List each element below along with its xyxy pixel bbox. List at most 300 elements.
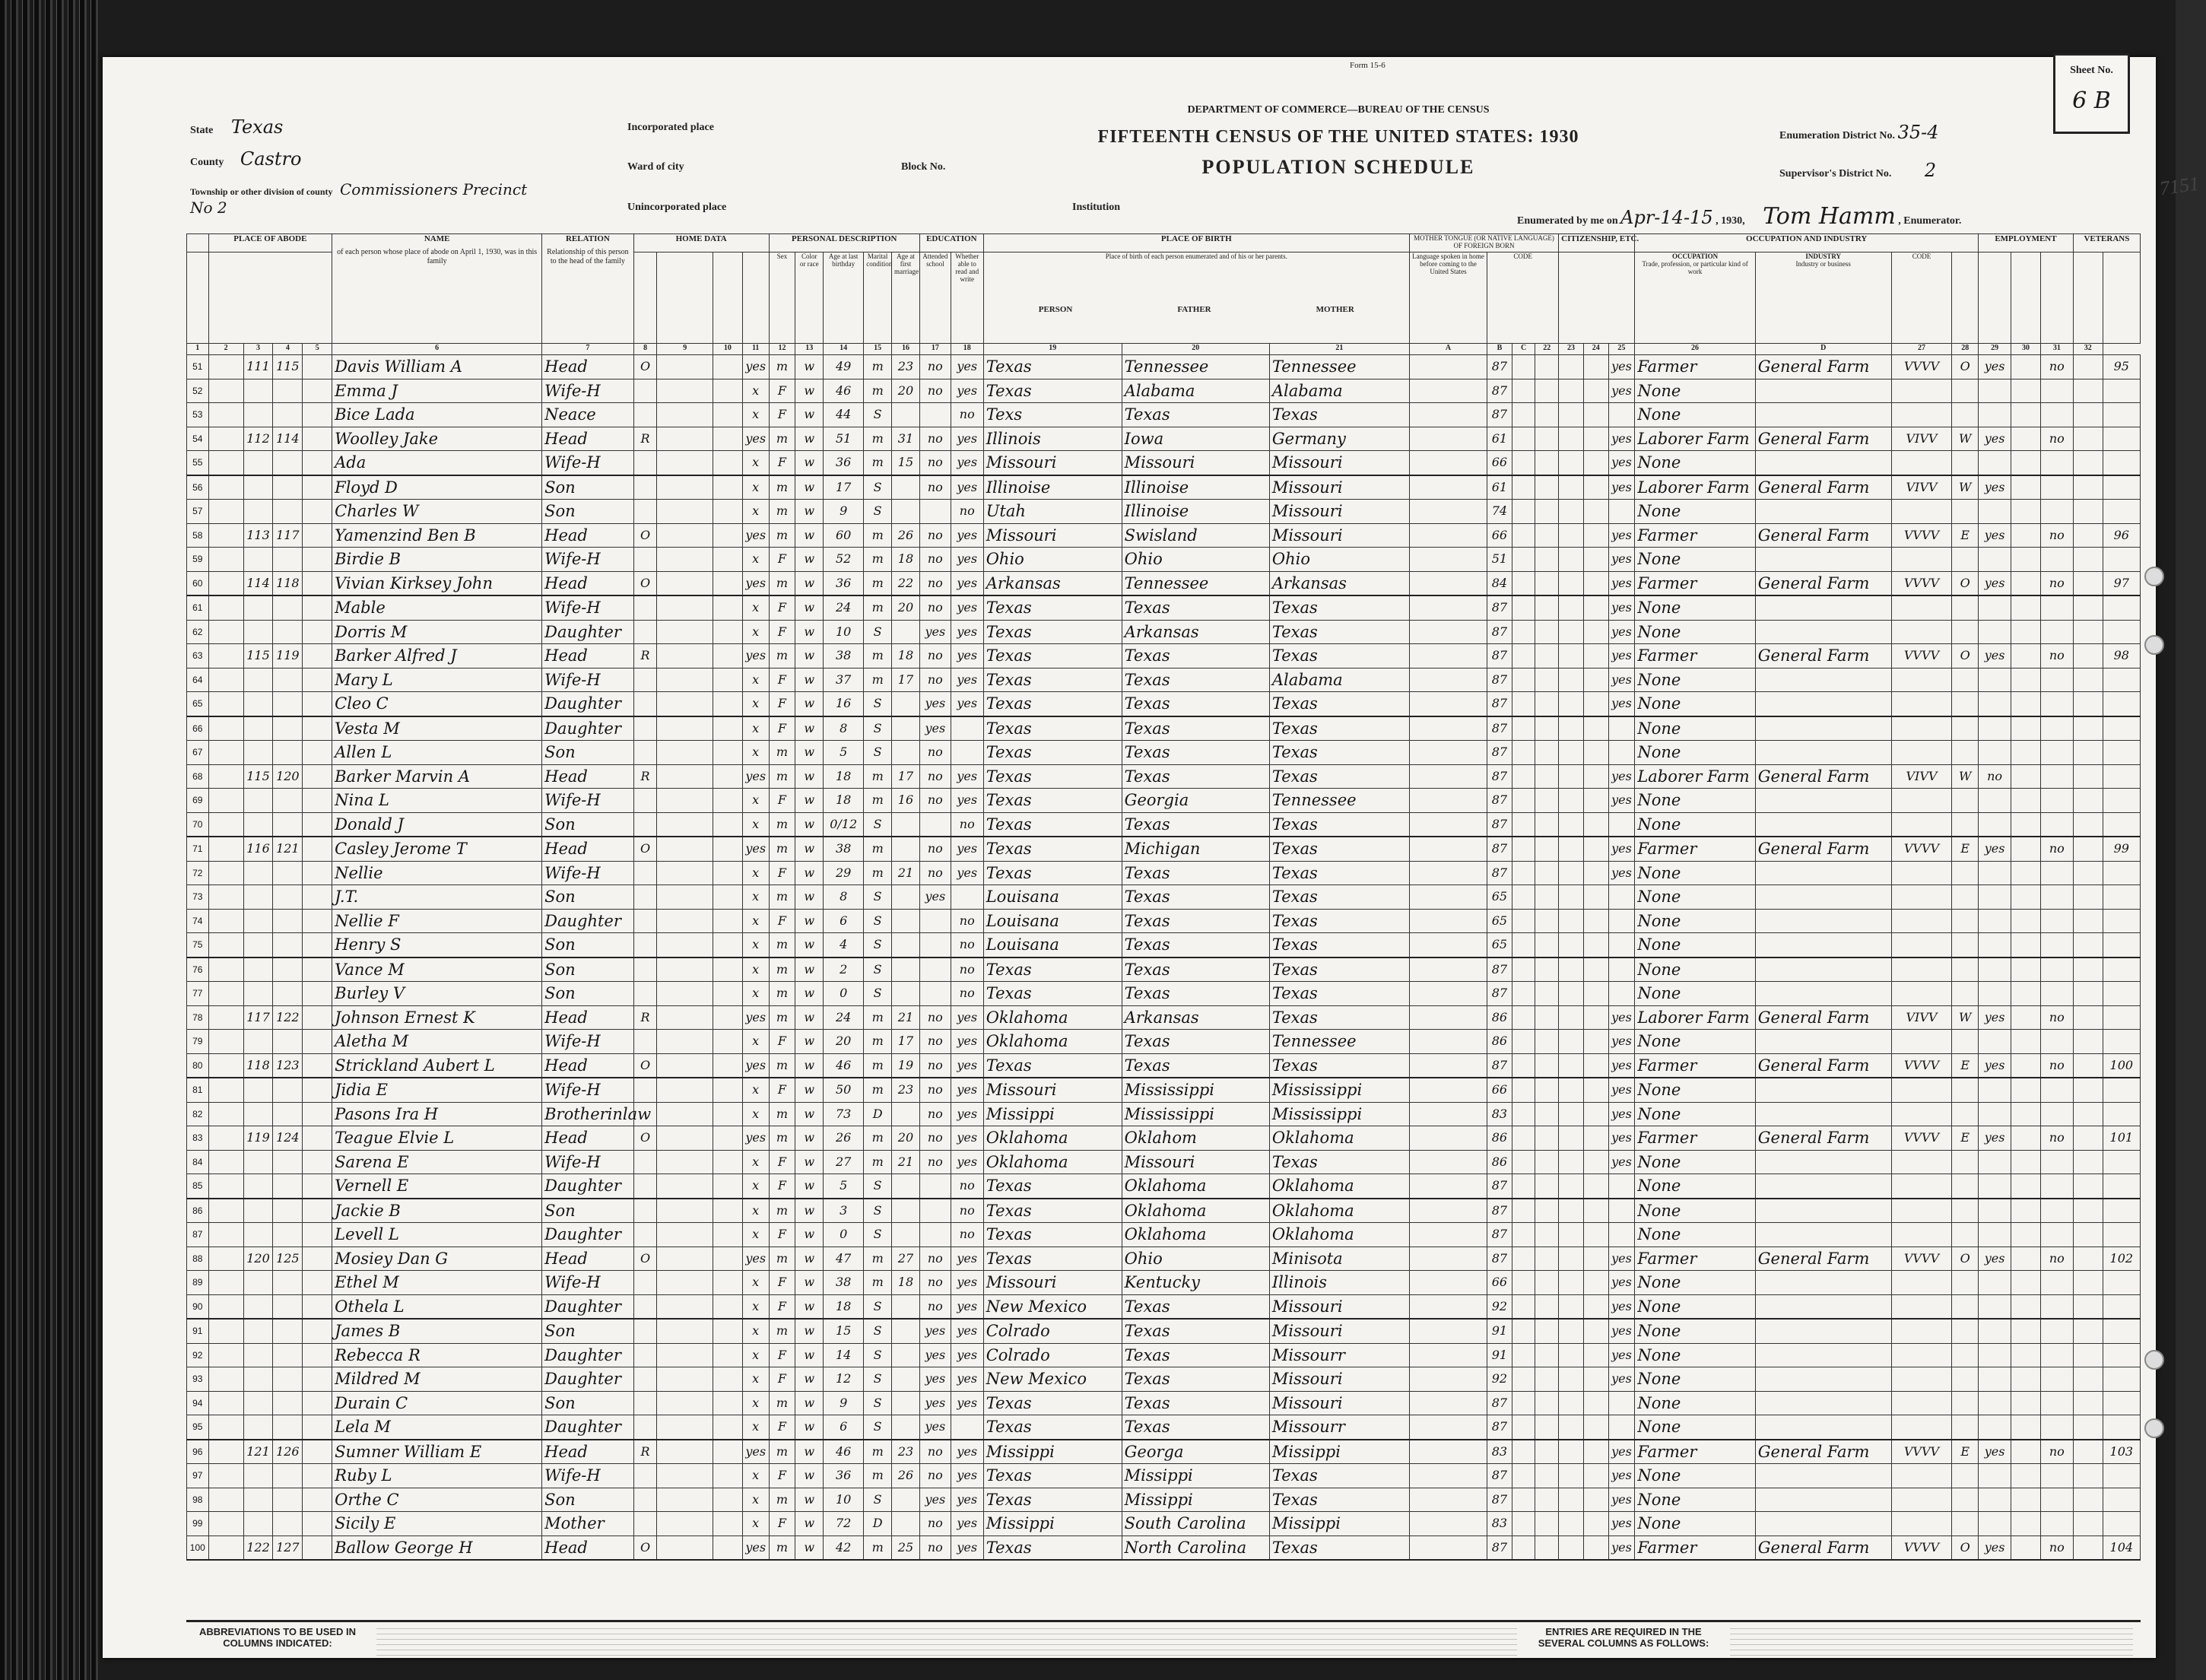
cell-sch: no	[919, 764, 951, 789]
cell-eng: yes	[1608, 1512, 1635, 1536]
margin-note: 7151	[2158, 172, 2201, 200]
cell-dw: 122	[243, 1536, 273, 1560]
cell-ind: General Farm	[1755, 764, 1891, 789]
cell-sch	[919, 812, 951, 837]
birth-description: Place of birth of each person enumerated and of his or her parents.	[1105, 252, 1287, 260]
cell-mbp: Missouri	[1269, 500, 1409, 524]
cell-vet	[2040, 1415, 2073, 1440]
cell-rw: yes	[951, 1440, 983, 1464]
cell-fbp: Texas	[1122, 812, 1269, 837]
cell-name: Henry S	[332, 933, 542, 958]
cell-agem: 25	[892, 1536, 920, 1560]
cell-eng: yes	[1608, 1294, 1635, 1319]
cell-age: 6	[824, 909, 864, 933]
cell-mar: m	[864, 1030, 892, 1054]
cell-ocode	[1891, 403, 1952, 427]
cell-occ: None	[1635, 933, 1755, 958]
cell-mar: S	[864, 1488, 892, 1512]
cell-dw	[243, 1102, 273, 1126]
cell-code: 61	[1487, 427, 1512, 451]
cell-empty	[1535, 523, 1559, 548]
census-row	[187, 812, 2141, 837]
cell-rel: Wife-H	[542, 451, 634, 475]
cell-mbp: Illinois	[1269, 1271, 1409, 1295]
cell-sex: m	[769, 1440, 795, 1464]
cell-empty	[2011, 1294, 2041, 1319]
cell-empty	[1535, 885, 1559, 910]
cell-ocode	[1891, 451, 1952, 475]
cell-code: 86	[1487, 1126, 1512, 1151]
cell-sch: yes	[919, 1367, 951, 1392]
cell-emp: yes	[1979, 427, 2011, 451]
cell-sched	[2103, 1294, 2140, 1319]
cell-fbp: Illinoise	[1122, 475, 1269, 500]
cell-race: w	[795, 427, 824, 451]
cell-empty	[1583, 1343, 1608, 1367]
cell-mbp: Mississippi	[1269, 1078, 1409, 1102]
cell-empty	[657, 595, 713, 620]
cell-cls: W	[1952, 1005, 1979, 1030]
column-number: 2	[208, 344, 243, 355]
cell-sch	[919, 909, 951, 933]
cell-empty	[657, 982, 713, 1006]
cell-tenure	[633, 451, 657, 475]
census-row	[187, 1343, 2141, 1367]
cell-bp: Louisana	[983, 885, 1122, 910]
cell-code: 87	[1487, 1247, 1512, 1271]
cell-empty	[1583, 1126, 1608, 1151]
cell-empty	[2073, 595, 2103, 620]
cell-empty	[2011, 1126, 2041, 1151]
cell-agem: 19	[892, 1053, 920, 1078]
cell-empty	[1512, 1488, 1535, 1512]
cell-bp: Utah	[983, 500, 1122, 524]
cell-eng	[1608, 812, 1635, 837]
cell-ind	[1755, 958, 1891, 982]
cell-fam	[273, 1343, 303, 1367]
cell-empty	[208, 1464, 243, 1488]
cell-code: 65	[1487, 885, 1512, 910]
cell-ind: General Farm	[1755, 1005, 1891, 1030]
cell-radio	[713, 379, 742, 403]
cell-empty	[2073, 982, 2103, 1006]
cell-emp	[1979, 1294, 2011, 1319]
cell-occ: None	[1635, 812, 1755, 837]
cell-empty	[208, 1174, 243, 1199]
cell-rel: Head	[542, 1440, 634, 1464]
cell-empty	[2011, 1174, 2041, 1199]
cell-radio	[713, 475, 742, 500]
cell-code: 87	[1487, 1174, 1512, 1199]
cell-radio	[713, 837, 742, 861]
cell-ln: 71	[187, 837, 209, 861]
cell-empty	[657, 692, 713, 716]
cell-empty	[1559, 837, 1584, 861]
cell-ln: 76	[187, 958, 209, 982]
cell-rel: Son	[542, 500, 634, 524]
cell-dw: 117	[243, 1005, 273, 1030]
cell-emp: yes	[1979, 1247, 2011, 1271]
cell-sch: no	[919, 1005, 951, 1030]
cell-rel: Daughter	[542, 1415, 634, 1440]
cell-farm: x	[742, 1367, 769, 1392]
cell-cls	[1952, 741, 1979, 765]
cell-fbp: Ohio	[1122, 1247, 1269, 1271]
cell-race: w	[795, 595, 824, 620]
cell-empty	[657, 1078, 713, 1102]
cell-cls	[1952, 692, 1979, 716]
cell-fam	[273, 885, 303, 910]
cell-empty	[2011, 1391, 2041, 1415]
cell-dw	[243, 789, 273, 813]
cell-name: Vivian Kirksey John	[332, 571, 542, 595]
cell-name: Vesta M	[332, 716, 542, 741]
cell-radio	[713, 403, 742, 427]
cell-empty	[1409, 982, 1487, 1006]
cell-name: Davis William A	[332, 355, 542, 380]
cell-radio	[713, 1391, 742, 1415]
cell-empty	[1409, 620, 1487, 644]
cell-emp	[1979, 933, 2011, 958]
cell-race: w	[795, 1150, 824, 1174]
cell-dw: 121	[243, 1440, 273, 1464]
cell-dw: 118	[243, 1053, 273, 1078]
cell-dw	[243, 1319, 273, 1343]
cell-empty	[208, 475, 243, 500]
cell-radio	[713, 427, 742, 451]
cell-dw	[243, 1150, 273, 1174]
cell-cls	[1952, 668, 1979, 692]
cell-race: w	[795, 644, 824, 669]
cell-empty	[1583, 475, 1608, 500]
cell-cls	[1952, 789, 1979, 813]
cell-empty	[2011, 1367, 2041, 1392]
cell-rw: no	[951, 812, 983, 837]
cell-empty	[2073, 500, 2103, 524]
cell-tenure	[633, 1078, 657, 1102]
cell-race: w	[795, 933, 824, 958]
cell-dw	[243, 1488, 273, 1512]
cell-empty	[1535, 668, 1559, 692]
cell-tenure: R	[633, 427, 657, 451]
township-label: Township or other division of county	[190, 186, 333, 197]
cell-bp: Texas	[983, 1391, 1122, 1415]
cell-fbp: Texas	[1122, 1367, 1269, 1392]
cell-ind	[1755, 1512, 1891, 1536]
cell-rw: yes	[951, 644, 983, 669]
cell-cls	[1952, 1271, 1979, 1295]
cell-ln: 92	[187, 1343, 209, 1367]
cell-code: 87	[1487, 644, 1512, 669]
cell-emp	[1979, 1319, 2011, 1343]
cell-mar: m	[864, 1440, 892, 1464]
census-row	[187, 355, 2141, 380]
cell-name: Casley Jerome T	[332, 837, 542, 861]
cell-radio	[713, 1005, 742, 1030]
cell-age: 50	[824, 1078, 864, 1102]
cell-sch: yes	[919, 1391, 951, 1415]
cell-empty	[1559, 692, 1584, 716]
cell-empty	[2011, 403, 2041, 427]
cell-fbp: Texas	[1122, 909, 1269, 933]
cell-rel: Head	[542, 837, 634, 861]
cell-fam: 121	[273, 837, 303, 861]
cell-sex: F	[769, 620, 795, 644]
cell-code: 66	[1487, 1078, 1512, 1102]
cell-empty	[208, 1126, 243, 1151]
cell-ocode	[1891, 620, 1952, 644]
cell-mar: S	[864, 909, 892, 933]
cell-empty	[1559, 982, 1584, 1006]
cell-farm: x	[742, 595, 769, 620]
cell-empty	[1512, 668, 1535, 692]
cell-mbp: Missouri	[1269, 475, 1409, 500]
cell-fam	[273, 668, 303, 692]
cell-cls	[1952, 1030, 1979, 1054]
cell-sch: yes	[919, 692, 951, 716]
cell-occ: Farmer	[1635, 1440, 1755, 1464]
cell-empty	[1583, 1078, 1608, 1102]
cell-empty	[208, 909, 243, 933]
cell-occ: Farmer	[1635, 644, 1755, 669]
cell-name: Mable	[332, 595, 542, 620]
cell-cls	[1952, 812, 1979, 837]
cell-ind	[1755, 1030, 1891, 1054]
cell-fam	[273, 379, 303, 403]
cell-empty	[208, 716, 243, 741]
cell-eng: yes	[1608, 1271, 1635, 1295]
cell-agem: 17	[892, 764, 920, 789]
cell-sch: no	[919, 1271, 951, 1295]
cell-empty	[1583, 933, 1608, 958]
cell-empty	[657, 1102, 713, 1126]
cell-emp: yes	[1979, 1536, 2011, 1560]
cell-cls: E	[1952, 837, 1979, 861]
cell-mar: S	[864, 1367, 892, 1392]
cell-farm: yes	[742, 571, 769, 595]
cell-age: 46	[824, 379, 864, 403]
cell-empty	[208, 933, 243, 958]
cell-cls	[1952, 379, 1979, 403]
cell-race: w	[795, 355, 824, 380]
cell-empty	[1583, 523, 1608, 548]
cell-empty	[303, 1391, 332, 1415]
cell-age: 10	[824, 1488, 864, 1512]
cell-rel: Son	[542, 1319, 634, 1343]
cell-empty	[657, 523, 713, 548]
cell-empty	[208, 379, 243, 403]
cell-agem	[892, 982, 920, 1006]
cell-empty	[208, 812, 243, 837]
institution: Institution	[1072, 202, 1121, 213]
cell-empty	[303, 885, 332, 910]
cell-empty	[657, 1247, 713, 1271]
cell-sex: F	[769, 789, 795, 813]
sheet-number-box	[2053, 53, 2130, 134]
cell-bp: Texas	[983, 764, 1122, 789]
cell-sched: 103	[2103, 1440, 2140, 1464]
cell-cls	[1952, 620, 1979, 644]
cell-rw: no	[951, 1174, 983, 1199]
cell-fam	[273, 403, 303, 427]
cell-mbp: Oklahoma	[1269, 1223, 1409, 1247]
cell-dw	[243, 1367, 273, 1392]
cell-rw	[951, 716, 983, 741]
cell-cls: E	[1952, 523, 1979, 548]
cell-rw: yes	[951, 668, 983, 692]
cell-vet	[2040, 451, 2073, 475]
cell-sch: yes	[919, 1319, 951, 1343]
cell-empty	[303, 1319, 332, 1343]
cell-empty	[1512, 1078, 1535, 1102]
cell-empty	[1535, 789, 1559, 813]
cell-occ: None	[1635, 1415, 1755, 1440]
census-row	[187, 595, 2141, 620]
cell-empty	[1409, 741, 1487, 765]
cell-empty	[1583, 595, 1608, 620]
cell-fbp: Mississippi	[1122, 1102, 1269, 1126]
cell-bp: Texas	[983, 958, 1122, 982]
column-number: 21	[1269, 344, 1409, 355]
cell-vet	[2040, 1512, 2073, 1536]
cell-ind	[1755, 1102, 1891, 1126]
cell-ind	[1755, 1415, 1891, 1440]
cell-empty	[1559, 789, 1584, 813]
enumeration-value: 35-4	[1897, 122, 1939, 143]
cell-radio	[713, 548, 742, 572]
cell-farm: x	[742, 1199, 769, 1223]
cell-fbp: Kentucky	[1122, 1271, 1269, 1295]
census-row	[187, 403, 2141, 427]
cell-empty	[2011, 885, 2041, 910]
cell-empty	[1535, 475, 1559, 500]
cell-ln: 64	[187, 668, 209, 692]
cell-code: 66	[1487, 1271, 1512, 1295]
cell-empty	[657, 1053, 713, 1078]
cell-empty	[1535, 1319, 1559, 1343]
cell-radio	[713, 1030, 742, 1054]
cell-empty	[1409, 475, 1487, 500]
cell-empty	[657, 1536, 713, 1560]
cell-empty	[303, 716, 332, 741]
cell-race: w	[795, 1271, 824, 1295]
cell-mbp: Missourr	[1269, 1343, 1409, 1367]
cell-sched	[2103, 548, 2140, 572]
cell-agem: 23	[892, 1440, 920, 1464]
cell-empty	[1535, 1223, 1559, 1247]
cell-ind	[1755, 1319, 1891, 1343]
cell-sch: yes	[919, 1488, 951, 1512]
cell-dw	[243, 1464, 273, 1488]
cell-emp: yes	[1979, 1126, 2011, 1151]
cell-dw: 115	[243, 644, 273, 669]
cell-fam	[273, 500, 303, 524]
cell-rw: yes	[951, 692, 983, 716]
cell-sex: m	[769, 1126, 795, 1151]
cell-emp	[1979, 1102, 2011, 1126]
cell-agem: 18	[892, 1271, 920, 1295]
cell-tenure	[633, 1367, 657, 1392]
census-row	[187, 1053, 2141, 1078]
cell-mbp: Texas	[1269, 741, 1409, 765]
cell-farm: yes	[742, 523, 769, 548]
cell-sex: m	[769, 982, 795, 1006]
cell-empty	[1583, 427, 1608, 451]
cell-age: 9	[824, 1391, 864, 1415]
column-number: D	[1755, 344, 1891, 355]
cell-empty	[2073, 861, 2103, 885]
cell-ind: General Farm	[1755, 1440, 1891, 1464]
cell-empty	[1535, 1126, 1559, 1151]
cell-rw: yes	[951, 620, 983, 644]
cell-ocode	[1891, 1102, 1952, 1126]
cell-agem: 23	[892, 355, 920, 380]
cell-name: Donald J	[332, 812, 542, 837]
cell-mbp: Missouri	[1269, 1319, 1409, 1343]
cell-rw: yes	[951, 475, 983, 500]
cell-eng: yes	[1608, 620, 1635, 644]
cell-eng: yes	[1608, 1247, 1635, 1271]
column-number: 1	[187, 344, 209, 355]
cell-bp: Texas	[983, 982, 1122, 1006]
cell-race: w	[795, 1391, 824, 1415]
cell-farm: x	[742, 982, 769, 1006]
cell-empty	[303, 1415, 332, 1440]
cell-empty	[2073, 1271, 2103, 1295]
cell-cls: W	[1952, 764, 1979, 789]
cell-fam	[273, 933, 303, 958]
cell-mbp: Alabama	[1269, 379, 1409, 403]
cell-fam: 117	[273, 523, 303, 548]
cell-empty	[2011, 741, 2041, 765]
cell-sch: no	[919, 595, 951, 620]
cell-fbp: Arkansas	[1122, 1005, 1269, 1030]
census-row	[187, 644, 2141, 669]
cell-dw: 116	[243, 837, 273, 861]
cell-empty	[1409, 1102, 1487, 1126]
cell-occ: Laborer Farm	[1635, 764, 1755, 789]
township-value: Commissioners Precinct No 2	[190, 180, 528, 217]
cell-empty	[1559, 1415, 1584, 1440]
cell-fam	[273, 1271, 303, 1295]
tongue-code-label: CODE	[1487, 252, 1559, 344]
cell-code: 84	[1487, 571, 1512, 595]
cell-age: 46	[824, 1440, 864, 1464]
cell-empty	[208, 668, 243, 692]
cell-empty	[2073, 1223, 2103, 1247]
cell-tenure: O	[633, 571, 657, 595]
cell-empty	[2073, 741, 2103, 765]
cell-name: Allen L	[332, 741, 542, 765]
cell-sched	[2103, 1030, 2140, 1054]
cell-empty	[657, 1319, 713, 1343]
cell-fbp: Tennessee	[1122, 355, 1269, 380]
cell-sch: yes	[919, 620, 951, 644]
cell-mbp: Missouri	[1269, 523, 1409, 548]
cell-tenure	[633, 1464, 657, 1488]
industry-col-header	[1755, 252, 1891, 344]
cell-radio	[713, 523, 742, 548]
cell-empty	[1559, 1391, 1584, 1415]
cell-ln: 98	[187, 1488, 209, 1512]
cell-agem: 20	[892, 595, 920, 620]
cell-empty	[1535, 1536, 1559, 1560]
cell-empty	[1559, 909, 1584, 933]
cell-tenure	[633, 1030, 657, 1054]
cell-rel: Wife-H	[542, 548, 634, 572]
cell-ocode	[1891, 1030, 1952, 1054]
cell-farm: x	[742, 958, 769, 982]
